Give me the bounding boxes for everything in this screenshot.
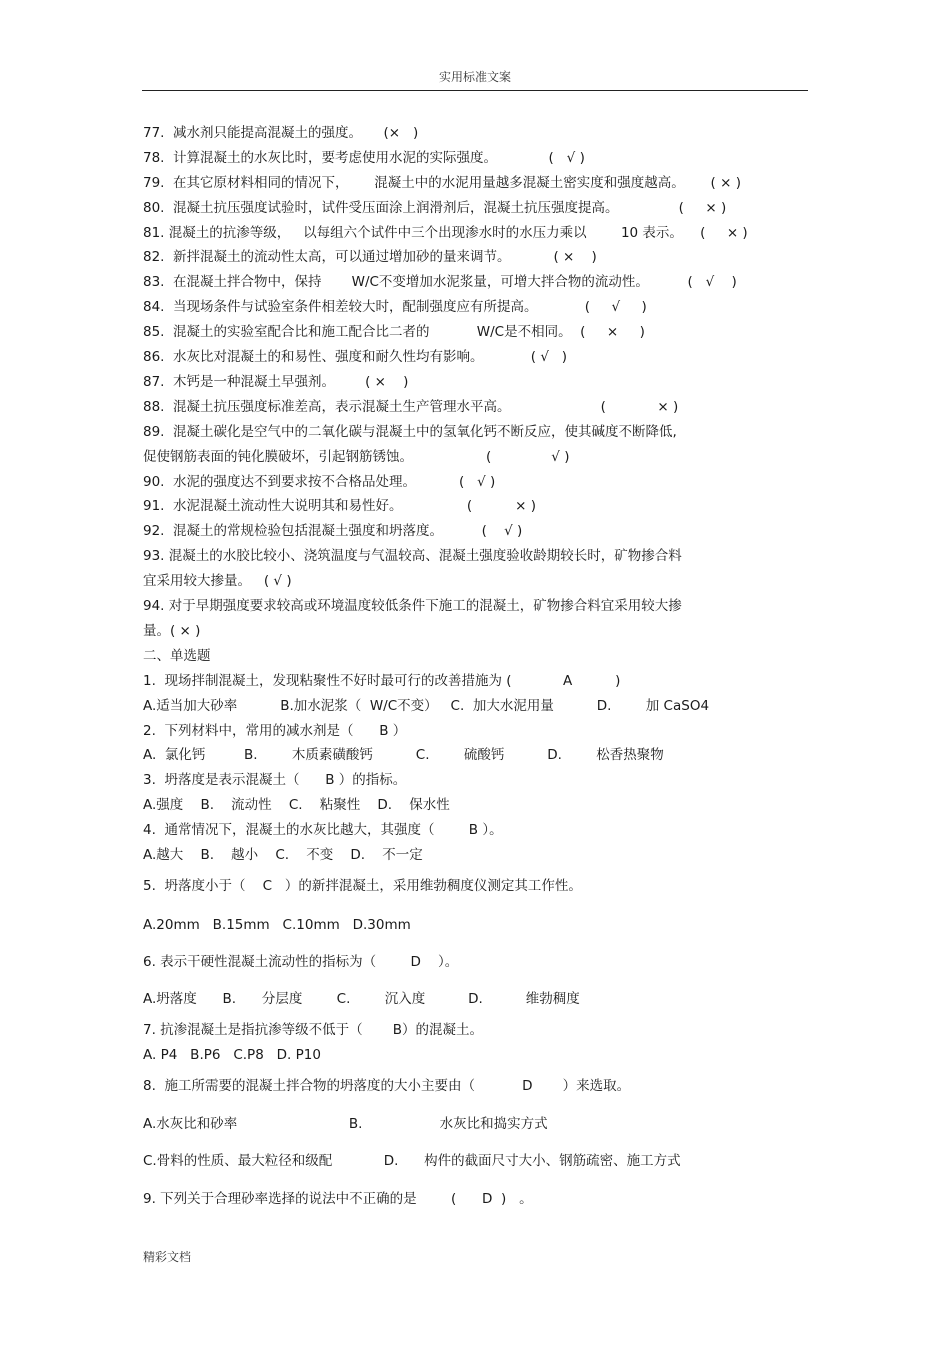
header-divider — [142, 90, 808, 91]
text-line: 宜采用较大掺量。 ( √ ) — [143, 573, 292, 589]
text-line: 7. 抗渗混凝土是指抗渗等级不低于（ B）的混凝土。 — [143, 1022, 483, 1038]
text-line: A.适当加大砂率 B.加水泥浆（ W/C不变） C. 加大水泥用量 D. 加 CaSO4 — [143, 698, 710, 714]
text-line: 87. 木钙是一种混凝土早强剂。 ( × ) — [143, 374, 409, 390]
text-line: A.越大 B. 越小 C. 不变 D. 不一定 — [143, 847, 423, 863]
text-line: 81. 混凝土的抗渗等级， 以每组六个试件中三个出现渗水时的水压力乘以 10 表示。 ( × ) — [143, 225, 748, 241]
text-line: 91. 水泥混凝土流动性大说明其和易性好。 ( × ) — [143, 498, 536, 514]
text-line: 80. 混凝土抗压强度试验时，试件受压面涂上润滑剂后，混凝土抗压强度提高。 ( × ) — [143, 200, 727, 216]
text-line: 90. 水泥的强度达不到要求按不合格品处理。 ( √ ) — [143, 474, 496, 490]
text-line: 2. 下列材料中，常用的减水剂是（ B ） — [143, 723, 407, 739]
text-line: 83. 在混凝土拌合物中，保持 W/C不变增加水泥浆量，可增大拌合物的流动性。 ( √ ) — [143, 274, 737, 290]
text-line: 84. 当现场条件与试验室条件相差较大时，配制强度应有所提高。 ( √ ) — [143, 299, 647, 315]
text-line: 9. 下列关于合理砂率选择的说法中不正确的是 ( D ) 。 — [143, 1191, 533, 1207]
text-line: 4. 通常情况下，混凝土的水灰比越大，其强度（ B ）。 — [143, 822, 503, 838]
text-line: 86. 水灰比对混凝土的和易性、强度和耐久性均有影响。 ( √ ) — [143, 349, 568, 365]
text-line: 78. 计算混凝土的水灰比时，要考虑使用水泥的实际强度。 ( √ ) — [143, 150, 585, 166]
text-line: 8. 施工所需要的混凝土拌合物的坍落度的大小主要由（ D ）来选取。 — [143, 1078, 631, 1094]
text-line: 93. 混凝土的水胶比较小、浇筑温度与气温较高、混凝土强度验收龄期较长时，矿物掺合料 — [143, 548, 682, 564]
page-footer-text: 精彩文档 — [143, 1250, 192, 1264]
text-line: A.水灰比和砂率 B. 水灰比和捣实方式 — [143, 1116, 548, 1132]
text-line: 促使钢筋表面的钝化膜破坏，引起钢筋锈蚀。 ( √ ) — [143, 449, 570, 465]
text-line: 82. 新拌混凝土的流动性太高，可以通过增加砂的量来调节。 ( × ) — [143, 249, 597, 265]
text-line: 3. 坍落度是表示混凝土（ B ）的指标。 — [143, 772, 407, 788]
text-line: C.骨料的性质、最大粒径和级配 D. 构件的截面尺寸大小、钢筋疏密、施工方式 — [143, 1153, 681, 1169]
text-line: 89. 混凝土碳化是空气中的二氧化碳与混凝土中的氢氧化钙不断反应，使其碱度不断降低, — [143, 424, 677, 440]
text-line: 1. 现场拌制混凝土，发现粘聚性不好时最可行的改善措施为 ( A ) — [143, 673, 621, 689]
text-line: 88. 混凝土抗压强度标准差高，表示混凝土生产管理水平高。 ( × ) — [143, 399, 679, 415]
text-line: A.强度 B. 流动性 C. 粘聚性 D. 保水性 — [143, 797, 450, 813]
text-line: 6. 表示干硬性混凝土流动性的指标为（ D ）。 — [143, 954, 459, 970]
text-line: A.坍落度 B. 分层度 C. 沉入度 D. 维勃稠度 — [143, 991, 580, 1007]
text-line: A. 氯化钙 B. 木质素磺酸钙 C. 硫酸钙 D. 松香热聚物 — [143, 747, 664, 763]
text-line: 79. 在其它原材料相同的情况下， 混凝土中的水泥用量越多混凝土密实度和强度越高。 ( × ) — [143, 175, 741, 191]
text-line: 85. 混凝土的实验室配合比和施工配合比二者的 W/C是不相同。 ( × ) — [143, 324, 645, 340]
text-line: 92. 混凝土的常规检验包括混凝土强度和坍落度。 ( √ ) — [143, 523, 523, 539]
page-header-title: 实用标准文案 — [438, 70, 511, 84]
text-line: 5. 坍落度小于（ C ）的新拌混凝土，采用维勃稠度仪测定其工作性。 — [143, 878, 582, 894]
section-heading: 二、单选题 — [143, 648, 211, 664]
text-line: 77. 减水剂只能提高混凝土的强度。 (× ) — [143, 125, 419, 141]
text-line: 94. 对于早期强度要求较高或环境温度较低条件下施工的混凝土，矿物掺合料宜采用较大掺 — [143, 598, 682, 614]
text-line: A. P4 B.P6 C.P8 D. P10 — [143, 1047, 321, 1063]
text-line: 量。( × ) — [143, 623, 201, 639]
text-line: A.20mm B.15mm C.10mm D.30mm — [143, 917, 411, 933]
